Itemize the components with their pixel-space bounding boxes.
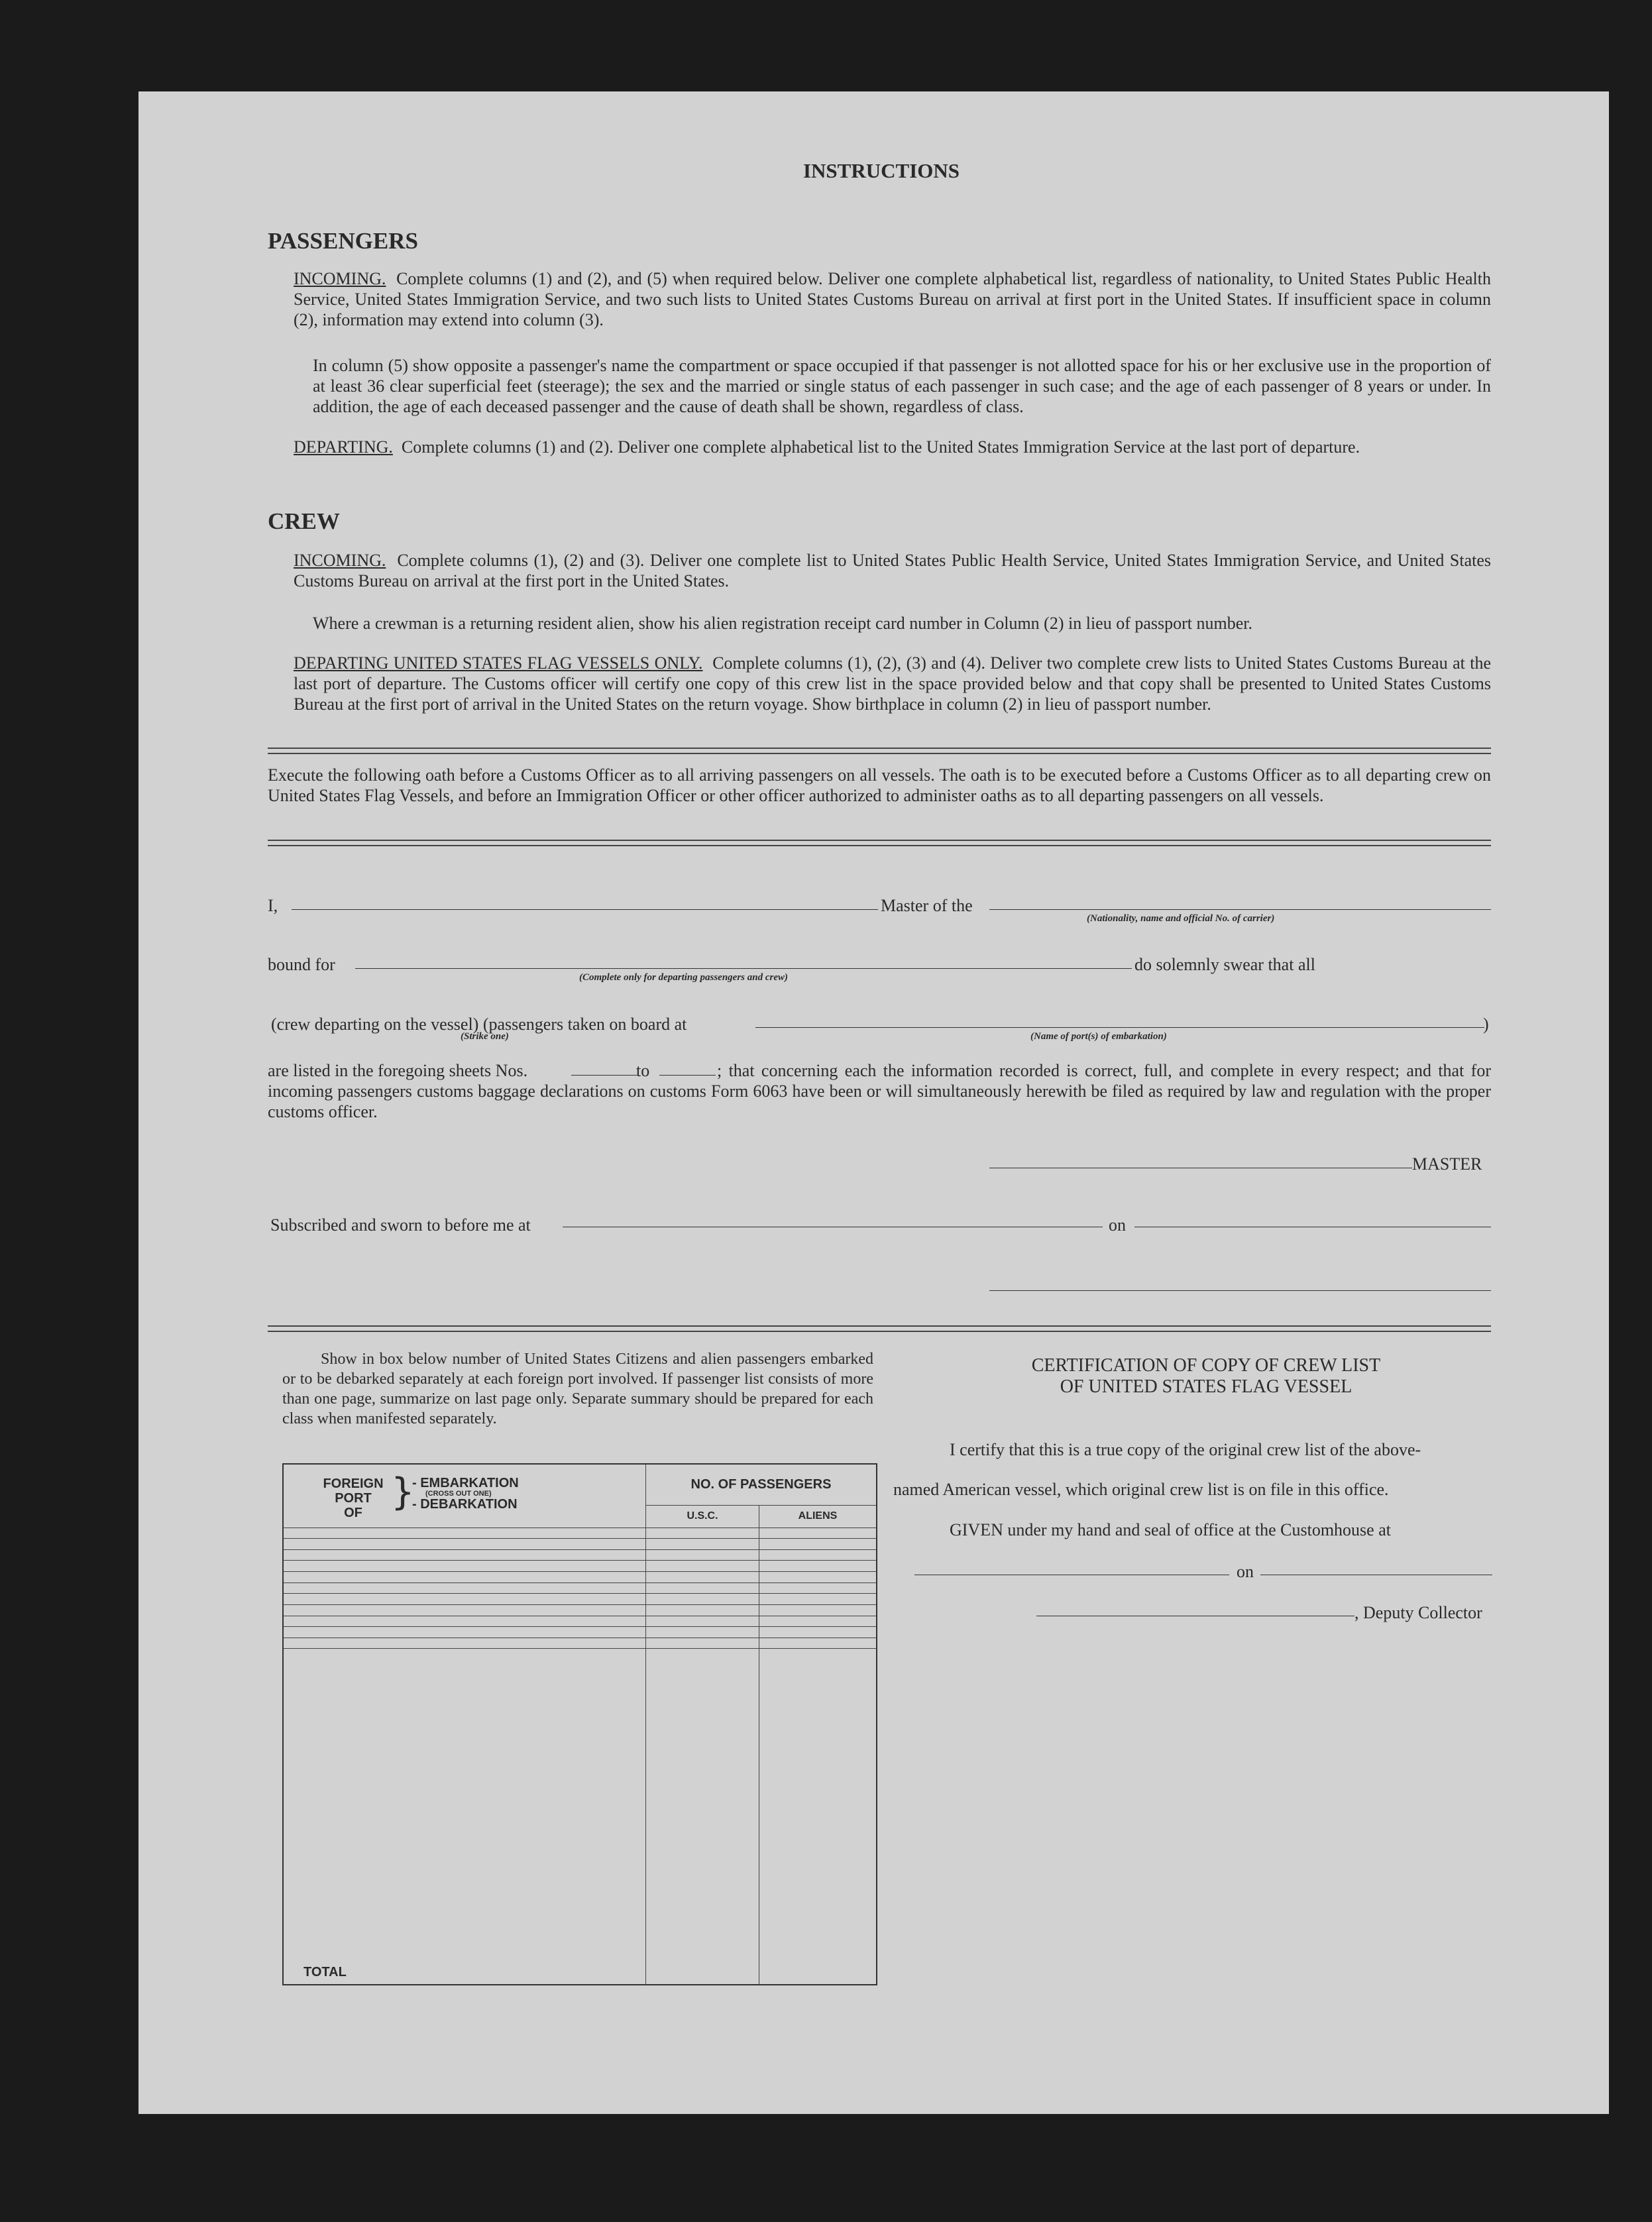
total-row bbox=[283, 1649, 877, 1985]
no-of-passengers-header: NO. OF PASSENGERS bbox=[646, 1464, 877, 1505]
usc-cell[interactable] bbox=[646, 1539, 759, 1550]
passenger-summary-table bbox=[282, 1463, 877, 1985]
double-rule-bottom-1 bbox=[268, 1325, 1491, 1327]
of-label: OF bbox=[344, 1506, 362, 1520]
page-title: INSTRUCTIONS bbox=[802, 159, 960, 182]
foreign-port-of-label bbox=[317, 1476, 390, 1520]
ports-note: (Name of port(s) of embarkation) bbox=[1030, 1031, 1167, 1042]
double-rule-top-2 bbox=[268, 753, 1491, 754]
summary-row bbox=[283, 1528, 877, 1539]
certify-on-label: on bbox=[1237, 1562, 1254, 1581]
certify-line3: GIVEN under my hand and seal of office at the Customhouse at bbox=[950, 1520, 1391, 1539]
summary-row bbox=[283, 1594, 877, 1605]
carrier-field[interactable] bbox=[989, 909, 1491, 910]
crew-incoming-paragraph bbox=[294, 550, 1491, 591]
crew-departing-option: (crew departing on the vessel) (passengers taken on board at bbox=[271, 1015, 687, 1034]
aliens-cell[interactable] bbox=[759, 1594, 877, 1605]
usc-cell[interactable] bbox=[646, 1627, 759, 1638]
port-cell[interactable] bbox=[283, 1604, 646, 1616]
aliens-cell[interactable] bbox=[759, 1583, 877, 1594]
strike-one-note: (Strike one) bbox=[461, 1031, 509, 1042]
summary-row bbox=[283, 1539, 877, 1550]
summary-row bbox=[283, 1572, 877, 1583]
foreign-label: FOREIGN bbox=[323, 1476, 384, 1491]
double-rule-bottom-2 bbox=[268, 1331, 1491, 1332]
port-cell[interactable] bbox=[283, 1549, 646, 1561]
listed-rest-text: ; that concerning each the information recorded is correct, full, and complete in every respect; and that for incoming passengers customs baggage declarations on customs Form 6063 have been or will simultaneously herewith be filed as required by law and regulation with the proper customs officer. bbox=[268, 1061, 1491, 1121]
port-cell[interactable] bbox=[283, 1594, 646, 1605]
debarkation-label: - DEBARKATION bbox=[412, 1497, 518, 1512]
certify-line1: I certify that this is a true copy of the original crew list of the above- bbox=[950, 1440, 1421, 1459]
crew-departing-paragraph bbox=[294, 653, 1491, 714]
passengers-incoming-paragraph bbox=[294, 268, 1491, 330]
crew-resident-text: Where a crewman is a returning resident alien, show his alien registration receipt card number in Column (2) in lieu of passport number. bbox=[313, 614, 1253, 633]
usc-cell[interactable] bbox=[646, 1572, 759, 1583]
bound-for-note: (Complete only for departing passengers and crew) bbox=[579, 972, 788, 983]
summary-row bbox=[283, 1604, 877, 1616]
passengers-incoming-label: INCOMING. bbox=[294, 269, 386, 288]
usc-cell[interactable] bbox=[646, 1528, 759, 1539]
crew-departing-text: Complete columns (1), (2), (3) and (4). Deliver two complete crew lists to United States Customs Bureau at the last port of departure. The Customs officer will certify one copy of this crew list in the space provided below and that copy shall be presented to United States Customs Bureau at the first port of arrival in the United States on the return voyage. Show birthplace in column (2) in lieu of passport number. bbox=[294, 653, 1492, 714]
summary-row bbox=[283, 1549, 877, 1561]
port-cell[interactable] bbox=[283, 1627, 646, 1638]
cross-out-one-label: (CROSS OUT ONE) bbox=[425, 1490, 492, 1498]
port-cell[interactable] bbox=[283, 1528, 646, 1539]
deputy-collector-label: , Deputy Collector bbox=[1354, 1603, 1482, 1622]
usc-cell[interactable] bbox=[646, 1549, 759, 1561]
aliens-cell[interactable] bbox=[759, 1561, 877, 1572]
subscribed-on-label: on bbox=[1109, 1215, 1126, 1235]
double-rule-mid-1 bbox=[268, 840, 1491, 841]
port-cell[interactable] bbox=[283, 1539, 646, 1550]
close-paren: ) bbox=[1483, 1015, 1489, 1034]
usc-cell[interactable] bbox=[646, 1583, 759, 1594]
passengers-departing-label: DEPARTING. bbox=[294, 437, 393, 457]
brace-glyph: } bbox=[391, 1471, 415, 1514]
certification-heading-line2: OF UNITED STATES FLAG VESSEL bbox=[1060, 1376, 1352, 1397]
aliens-cell[interactable] bbox=[759, 1638, 877, 1649]
listed-to-label: to bbox=[636, 1061, 650, 1080]
port-header-cell bbox=[283, 1464, 646, 1528]
double-rule-top-1 bbox=[268, 748, 1491, 749]
total-label: TOTAL bbox=[283, 1649, 646, 1985]
aliens-header: ALIENS bbox=[759, 1505, 877, 1528]
port-label: PORT bbox=[335, 1491, 372, 1506]
certification-heading bbox=[875, 1355, 1537, 1398]
oath-i-label: I, bbox=[268, 896, 278, 915]
usc-cell[interactable] bbox=[646, 1604, 759, 1616]
master-name-field[interactable] bbox=[292, 909, 878, 910]
aliens-cell[interactable] bbox=[759, 1549, 877, 1561]
officer-signature-field[interactable] bbox=[989, 1290, 1491, 1291]
aliens-cell[interactable] bbox=[759, 1616, 877, 1627]
crew-incoming-text: Complete columns (1), (2) and (3). Deliver one complete list to United States Public Health Service, United States Immigration Service, and United States Customs Bureau on arrival at the first port in the United States. bbox=[294, 551, 1492, 590]
usc-header: U.S.C. bbox=[646, 1505, 759, 1528]
bound-for-field[interactable] bbox=[355, 968, 1132, 969]
master-of-the-label: Master of the bbox=[881, 896, 973, 915]
summary-row bbox=[283, 1627, 877, 1638]
double-rule-mid-2 bbox=[268, 845, 1491, 846]
port-cell[interactable] bbox=[283, 1616, 646, 1627]
embarkation-ports-field[interactable] bbox=[755, 1027, 1484, 1028]
usc-cell[interactable] bbox=[646, 1638, 759, 1649]
port-cell[interactable] bbox=[283, 1572, 646, 1583]
swear-text: do solemnly swear that all bbox=[1134, 955, 1315, 974]
master-label: MASTER bbox=[1412, 1154, 1482, 1174]
usc-cell[interactable] bbox=[646, 1561, 759, 1572]
passengers-departing-paragraph bbox=[294, 437, 1491, 457]
embarkation-label: - EMBARKATION bbox=[412, 1476, 519, 1490]
bound-for-label: bound for bbox=[268, 955, 335, 974]
summary-note: Show in box below number of United States Citizens and alien passengers embarked or to be debarked separately at each foreign port involved. If passenger list consists of more than one page, summarize on last page only. Separate summary should be prepared for each class when manifested separately. bbox=[282, 1351, 873, 1427]
crew-heading: CREW bbox=[268, 508, 340, 534]
usc-cell[interactable] bbox=[646, 1594, 759, 1605]
crew-incoming-label: INCOMING. bbox=[294, 551, 386, 570]
passengers-column5-text: In column (5) show opposite a passenger's name the compartment or space occupied if that passenger is not allotted space for his or her exclusive use in the proportion of at least 36 clear superficial feet (steerage); the sex and the married or single status of each passenger in such case; and the age of each passenger of 8 years or under. In addition, the age of each deceased passenger and the cause of death shall be shown, regardless of class. bbox=[313, 356, 1491, 416]
aliens-cell[interactable] bbox=[759, 1572, 877, 1583]
certify-line2: named American vessel, which original crew list is on file in this office. bbox=[893, 1480, 1389, 1499]
certification-heading-line1: CERTIFICATION OF COPY OF CREW LIST bbox=[1031, 1355, 1381, 1376]
port-cell[interactable] bbox=[283, 1638, 646, 1649]
summary-row bbox=[283, 1616, 877, 1627]
usc-total-cell[interactable] bbox=[646, 1649, 759, 1985]
port-cell[interactable] bbox=[283, 1561, 646, 1572]
listed-prefix: are listed in the foregoing sheets Nos. bbox=[268, 1061, 528, 1080]
aliens-cell[interactable] bbox=[759, 1528, 877, 1539]
passengers-incoming-text: Complete columns (1) and (2), and (5) when required below. Deliver one complete alphabetical list, regardless of nationality, to United States Public Health Service, United States Immigration Service, and two such lists to United States Customs Bureau on arrival at first port in the United States. If insufficient space in column (2), information may extend into column (3). bbox=[294, 269, 1491, 329]
aliens-cell[interactable] bbox=[759, 1539, 877, 1550]
aliens-cell[interactable] bbox=[759, 1604, 877, 1616]
usc-cell[interactable] bbox=[646, 1616, 759, 1627]
summary-row bbox=[283, 1583, 877, 1594]
embark-debark-labels bbox=[412, 1476, 519, 1511]
passengers-departing-text: Complete columns (1) and (2). Deliver one complete alphabetical list to the United States Immigration Service at the last port of departure. bbox=[401, 437, 1360, 457]
aliens-cell[interactable] bbox=[759, 1627, 877, 1638]
crew-departing-label: DEPARTING UNITED STATES FLAG VESSELS ONLY. bbox=[294, 653, 703, 673]
aliens-total-cell[interactable] bbox=[759, 1649, 877, 1985]
summary-row bbox=[283, 1561, 877, 1572]
oath-intro-text: Execute the following oath before a Customs Officer as to all arriving passengers on all vessels. The oath is to be executed before a Customs Officer as to all departing crew on United States Flag Vessels, and before an Immigration Officer or other officer authorized to administer oaths as to all departing passengers on all vessels. bbox=[268, 765, 1491, 805]
subscribed-label: Subscribed and sworn to before me at bbox=[270, 1215, 531, 1235]
passengers-heading: PASSENGERS bbox=[268, 228, 418, 254]
port-cell[interactable] bbox=[283, 1583, 646, 1594]
carrier-note: (Nationality, name and official No. of carrier) bbox=[1087, 913, 1275, 924]
summary-row bbox=[283, 1638, 877, 1649]
